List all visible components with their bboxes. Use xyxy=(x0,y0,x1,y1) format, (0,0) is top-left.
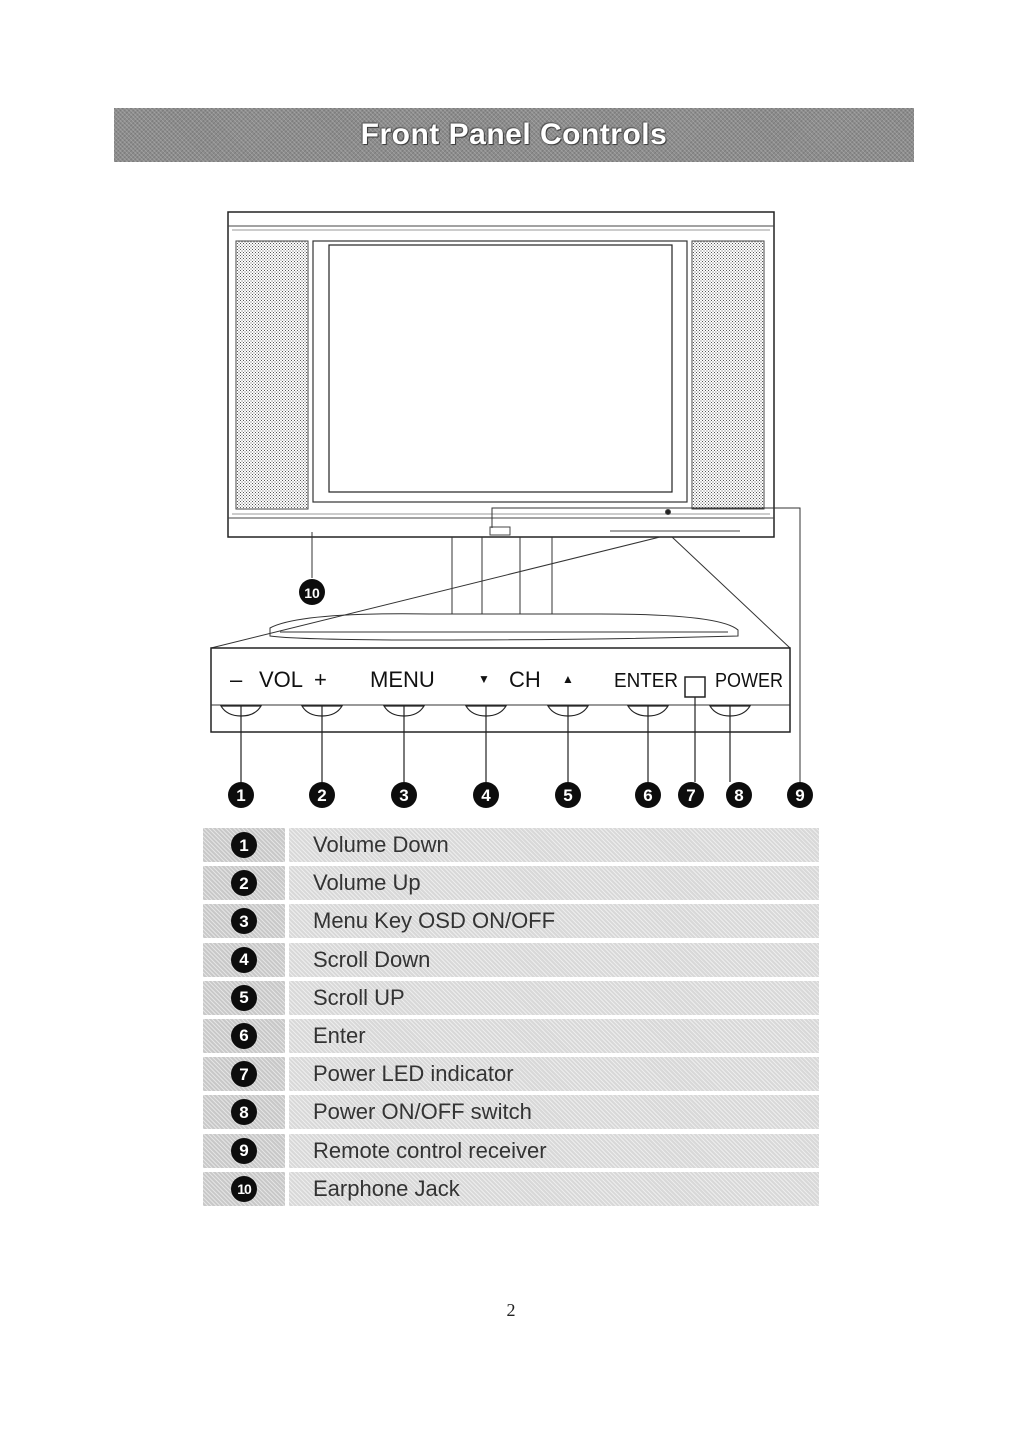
legend-label: Scroll Down xyxy=(313,946,431,972)
legend-label: Earphone Jack xyxy=(313,1175,460,1201)
vol-minus-label: – xyxy=(230,667,243,692)
legend-label: Remote control receiver xyxy=(313,1137,547,1163)
callout-badge-4 xyxy=(473,782,499,808)
legend-row xyxy=(203,1095,819,1129)
ch-up-label: ▲ xyxy=(562,672,574,686)
callout-badge-9 xyxy=(787,782,813,808)
callout-badge-number: 2 xyxy=(317,786,327,805)
callout-badge-7 xyxy=(678,782,704,808)
ch-down-label: ▼ xyxy=(478,672,490,686)
left-speaker-grille xyxy=(236,241,308,509)
screen xyxy=(313,241,687,502)
legend-label: Menu Key OSD ON/OFF xyxy=(313,908,556,934)
legend-label: Enter xyxy=(313,1022,366,1048)
legend-row xyxy=(203,1172,819,1206)
legend-label-cell xyxy=(289,1019,819,1053)
legend-row xyxy=(203,904,819,938)
legend-row xyxy=(203,1134,819,1168)
callout-badge-number: 5 xyxy=(563,786,573,805)
callout-badge-number: 10 xyxy=(304,585,320,601)
legend-label-cell xyxy=(289,943,819,977)
tv-stand xyxy=(270,537,738,640)
legend-row xyxy=(203,1019,819,1053)
legend-label-cell xyxy=(289,904,819,938)
legend-label: Power LED indicator xyxy=(313,1061,514,1087)
legend-number-badge: 2 xyxy=(231,870,257,896)
legend-number-cell xyxy=(203,828,285,862)
legend-number-badge: 10 xyxy=(231,1176,257,1202)
callout-badge-8 xyxy=(726,782,752,808)
legend-label-cell xyxy=(289,828,819,862)
callout-badge-number: 6 xyxy=(643,786,653,805)
legend-number-badge: 1 xyxy=(231,832,257,858)
legend-number-badge: 8 xyxy=(231,1099,257,1125)
legend-number-badge: 3 xyxy=(231,908,257,934)
legend-row xyxy=(203,866,819,900)
callout-badge-number: 3 xyxy=(399,786,409,805)
page-title: Front Panel Controls xyxy=(360,118,668,151)
legend-label: Power ON/OFF switch xyxy=(313,1099,532,1125)
legend-number-cell xyxy=(203,981,285,1015)
legend-number-cell xyxy=(203,943,285,977)
legend-number-cell xyxy=(203,1172,285,1206)
legend-number-cell xyxy=(203,1095,285,1129)
power-led-indicator xyxy=(685,677,705,697)
right-speaker-grille xyxy=(692,241,764,509)
legend-number-cell xyxy=(203,1057,285,1091)
callout-badge-number: 1 xyxy=(236,786,246,805)
legend-number-badge: 4 xyxy=(231,947,257,973)
vol-label: VOL xyxy=(259,667,304,692)
legend-label-cell xyxy=(289,1095,819,1129)
legend-number-cell xyxy=(203,904,285,938)
callout-badge-1 xyxy=(228,782,254,808)
legend-label-cell xyxy=(289,1172,819,1206)
callout-badge-number: 9 xyxy=(795,786,805,805)
power-label: POWER xyxy=(715,670,783,692)
legend-label-cell xyxy=(289,981,819,1015)
callout-badge-10 xyxy=(299,579,325,605)
legend-label-cell xyxy=(289,1057,819,1091)
page-number: 2 xyxy=(506,1300,516,1320)
legend-label-cell xyxy=(289,1134,819,1168)
legend-label-cell xyxy=(289,866,819,900)
zoom-lines xyxy=(211,508,800,782)
callout-badge-number: 7 xyxy=(686,786,696,805)
callout-badge-2 xyxy=(309,782,335,808)
legend-number-cell xyxy=(203,1019,285,1053)
legend-row xyxy=(203,981,819,1015)
legend-number-badge: 6 xyxy=(231,1023,257,1049)
callout-badge-number: 4 xyxy=(481,786,491,805)
legend-label: Volume Down xyxy=(313,832,449,857)
legend-row xyxy=(203,1057,819,1091)
legend-row xyxy=(203,943,819,977)
legend-number-cell xyxy=(203,1134,285,1168)
legend-number-cell xyxy=(203,866,285,900)
legend-row xyxy=(203,828,819,862)
menu-label: MENU xyxy=(370,667,435,692)
legend-number-badge: 5 xyxy=(231,985,257,1011)
legend-label: Scroll UP xyxy=(313,984,405,1010)
callout-badge-number: 8 xyxy=(734,786,744,805)
legend-label: Volume Up xyxy=(313,870,421,896)
enter-label: ENTER xyxy=(614,670,678,692)
callout-badge-5 xyxy=(555,782,581,808)
legend-table xyxy=(203,828,819,1210)
callout-badge-6 xyxy=(635,782,661,808)
legend-number-badge: 9 xyxy=(231,1138,257,1164)
callout-badge-3 xyxy=(391,782,417,808)
legend-number-badge: 7 xyxy=(231,1061,257,1087)
vol-plus-label: + xyxy=(314,667,327,692)
ch-label: CH xyxy=(509,667,541,692)
